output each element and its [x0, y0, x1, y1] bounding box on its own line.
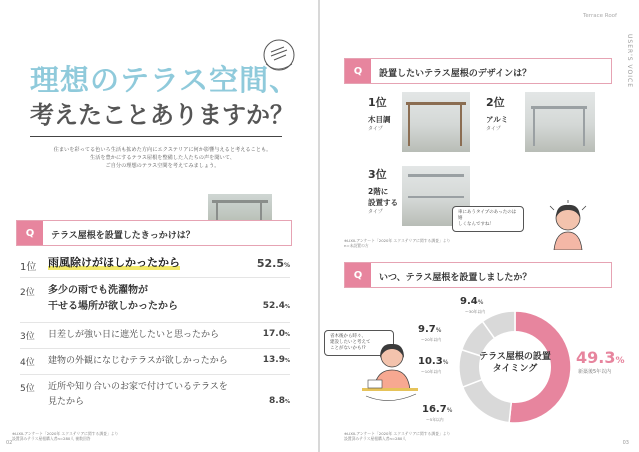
design-type: タイプ — [368, 209, 383, 215]
label-9-4-sub: ～30年以内 — [465, 309, 486, 314]
page-number: 02 — [6, 440, 13, 446]
woman-illustration-icon — [544, 200, 592, 250]
rank-number: 4位 — [20, 358, 35, 368]
design-rank-2 — [486, 94, 508, 132]
speech-bubble: 省木後から時々、 建設したいと考えて ことがないかも!? — [324, 330, 394, 356]
label-9-7: 9.7% — [418, 324, 442, 335]
title-line-2: 考えたことありますか？ — [30, 101, 294, 129]
rank-label-line-2: 見たから — [48, 397, 85, 407]
rank-number: 3位 — [20, 332, 35, 342]
title-divider — [30, 136, 282, 137]
divider — [20, 322, 290, 323]
right-page — [320, 0, 639, 452]
rank-row-3 — [20, 328, 290, 342]
design-rank-1 — [368, 94, 391, 132]
donut-center-title: テラス屋根の設置 タイミング — [479, 352, 551, 374]
rank-row-4 — [20, 354, 290, 368]
label-9-7-sub: ～20年以内 — [421, 337, 442, 342]
rank-percent: 52.4% — [262, 301, 290, 311]
aluminum-terrace-photo — [525, 92, 595, 152]
question-text: 設置したいテラス屋根のデザインは？ — [379, 69, 532, 79]
q-badge: Q — [17, 221, 43, 245]
design-name-line-2: 設置する — [368, 198, 398, 207]
design-type: タイプ — [486, 126, 501, 132]
label-10-3-sub: ～10年以内 — [421, 369, 442, 374]
divider — [20, 374, 290, 375]
rank-percent: 8.8% — [269, 396, 290, 406]
rank-label: 建物の外観になじむテラスが欲しかったから — [48, 356, 228, 366]
woman-at-desk-illustration-icon — [360, 340, 420, 410]
question-bar-timing — [344, 262, 612, 288]
rank-row-2 — [20, 283, 290, 315]
left-page — [0, 0, 318, 452]
speech-bubble: 車にあうタイプのあったのは嬉 しくなんですね！ — [452, 206, 524, 232]
question-text: いつ、テラス屋根を設置しましたか？ — [379, 273, 532, 283]
design-name-line-1: 2階に — [368, 187, 389, 196]
design-rank: 1位 — [368, 96, 387, 109]
design-name: 木目調 — [368, 115, 391, 124]
rank-number: 5位 — [20, 384, 35, 394]
label-10-3: 10.3% — [418, 356, 449, 367]
q-badge: Q — [345, 263, 371, 287]
rank-percent: 17.0% — [262, 329, 290, 339]
q-badge: Q — [345, 59, 371, 83]
rank-label-line-1: 多少の雨でも洗濯物が — [48, 285, 148, 296]
title-line-1: 理想のテラス空間、 — [30, 63, 300, 97]
label-9-4: 9.4% — [460, 296, 484, 307]
rank-number: 2位 — [20, 288, 35, 298]
page-title — [30, 62, 300, 132]
question-bar-design — [344, 58, 612, 84]
divider — [20, 277, 290, 278]
rank-row-5 — [20, 380, 290, 410]
design-name: アルミ — [486, 115, 509, 124]
rank-label: 雨風除けがほしかったから — [48, 256, 180, 269]
design-rank: 2位 — [486, 96, 505, 109]
label-16-7-sub: ～5年以内 — [426, 417, 444, 422]
rank-row-1 — [20, 256, 290, 272]
rank-number: 1位 — [20, 262, 37, 273]
label-16-7: 16.7% — [422, 404, 453, 415]
rank-percent: 13.9% — [262, 355, 290, 365]
design-rank-3 — [368, 166, 398, 215]
wood-terrace-photo — [402, 92, 470, 152]
footnote: ※LIXILアンケート「2020年 エクステリアに関する調査」より n=未設置の方 — [344, 238, 451, 248]
rank-label: 日差しが強い日に遮光したいと思ったから — [48, 330, 220, 340]
divider — [20, 348, 290, 349]
page-number: 03 — [622, 440, 629, 446]
footnote: ※LIXILアンケート「2020年 エクステリアに関する調査」より 設置済みテラス屋根購入者n=280人 複数回答 — [12, 431, 119, 441]
design-type: タイプ — [368, 126, 383, 132]
rank-label-line-2: 干せる場所が欲しかったから — [48, 301, 178, 312]
question-text: テラス屋根を設置したきっかけは？ — [51, 231, 195, 241]
highlight-label: 新築後5年以内 — [578, 369, 612, 375]
highlight-percent: 49.3% — [576, 348, 625, 367]
running-header: Terrace Roof — [582, 13, 617, 19]
question-bar-trigger — [16, 220, 292, 246]
intro-text: 住まいを彩ってる色いろ生活も拡めた方向にエクステリアに何か影響与えると考えることも。 生活を豊かにするテラス屋根を整備した人たちの声を聞いて、 ご自分の理想のテラス空間を考えてみましょう。 — [53, 147, 272, 169]
footnote: ※LIXILアンケート「2020年 エクステリアに関する調査」より 設置済みテラス屋根購入者n=280人 — [344, 431, 451, 441]
rank-percent: 52.5% — [256, 257, 290, 270]
design-rank: 3位 — [368, 168, 387, 181]
rank-label-line-1: 近所や知り合いのお家で付けているテラスを — [48, 382, 228, 392]
vertical-section-label: USER'S VOICE — [626, 34, 633, 88]
